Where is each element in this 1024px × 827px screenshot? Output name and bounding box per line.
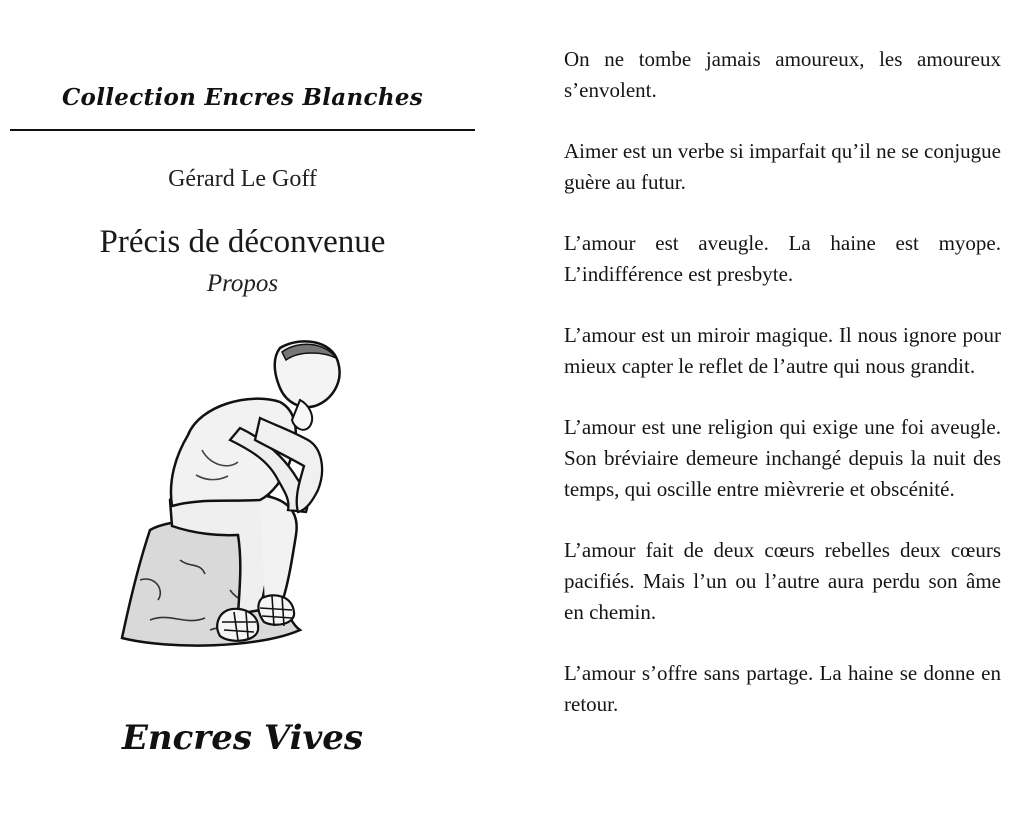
aphorism-paragraph: Aimer est un verbe si imparfait qu’il ne se conjugue guère au futur.: [564, 139, 1001, 194]
cover-divider: [10, 129, 475, 131]
book-subtitle: Propos: [206, 270, 279, 297]
aphorism-paragraph: L’amour est aveugle. La haine est myope. L’indifférence est presbyte.: [564, 231, 1001, 286]
collection-name: Collection Encres Blanches: [61, 84, 424, 111]
book-title: Précis de déconvenue: [99, 224, 386, 260]
aphorism-paragraph: L’amour est une religion qui exige une foi aveugle. Son bréviaire demeure inchangé depuis la nuit des temps, qui oscille entre mièvrerie et obscénité.: [564, 415, 1001, 501]
thinker-illustration: [110, 330, 360, 660]
aphorism-paragraph: L’amour fait de deux cœurs rebelles deux cœurs pacifiés. Mais l’un ou l’autre aura perdu son âme en chemin.: [564, 538, 1001, 624]
aphorism-paragraph: L’amour s’offre sans partage. La haine se donne en retour.: [564, 661, 1001, 716]
aphorism-paragraph: On ne tombe jamais amoureux, les amoureux s’envolent.: [564, 47, 1001, 102]
author-name: Gérard Le Goff: [168, 166, 317, 192]
aphorism-page: [564, 44, 1001, 750]
publisher-name: Encres Vives: [121, 718, 364, 758]
book-cover: [0, 0, 490, 827]
aphorism-paragraph: L’amour est un miroir magique. Il nous ignore pour mieux capter le reflet de l’autre qui nous grandit.: [564, 323, 1001, 378]
